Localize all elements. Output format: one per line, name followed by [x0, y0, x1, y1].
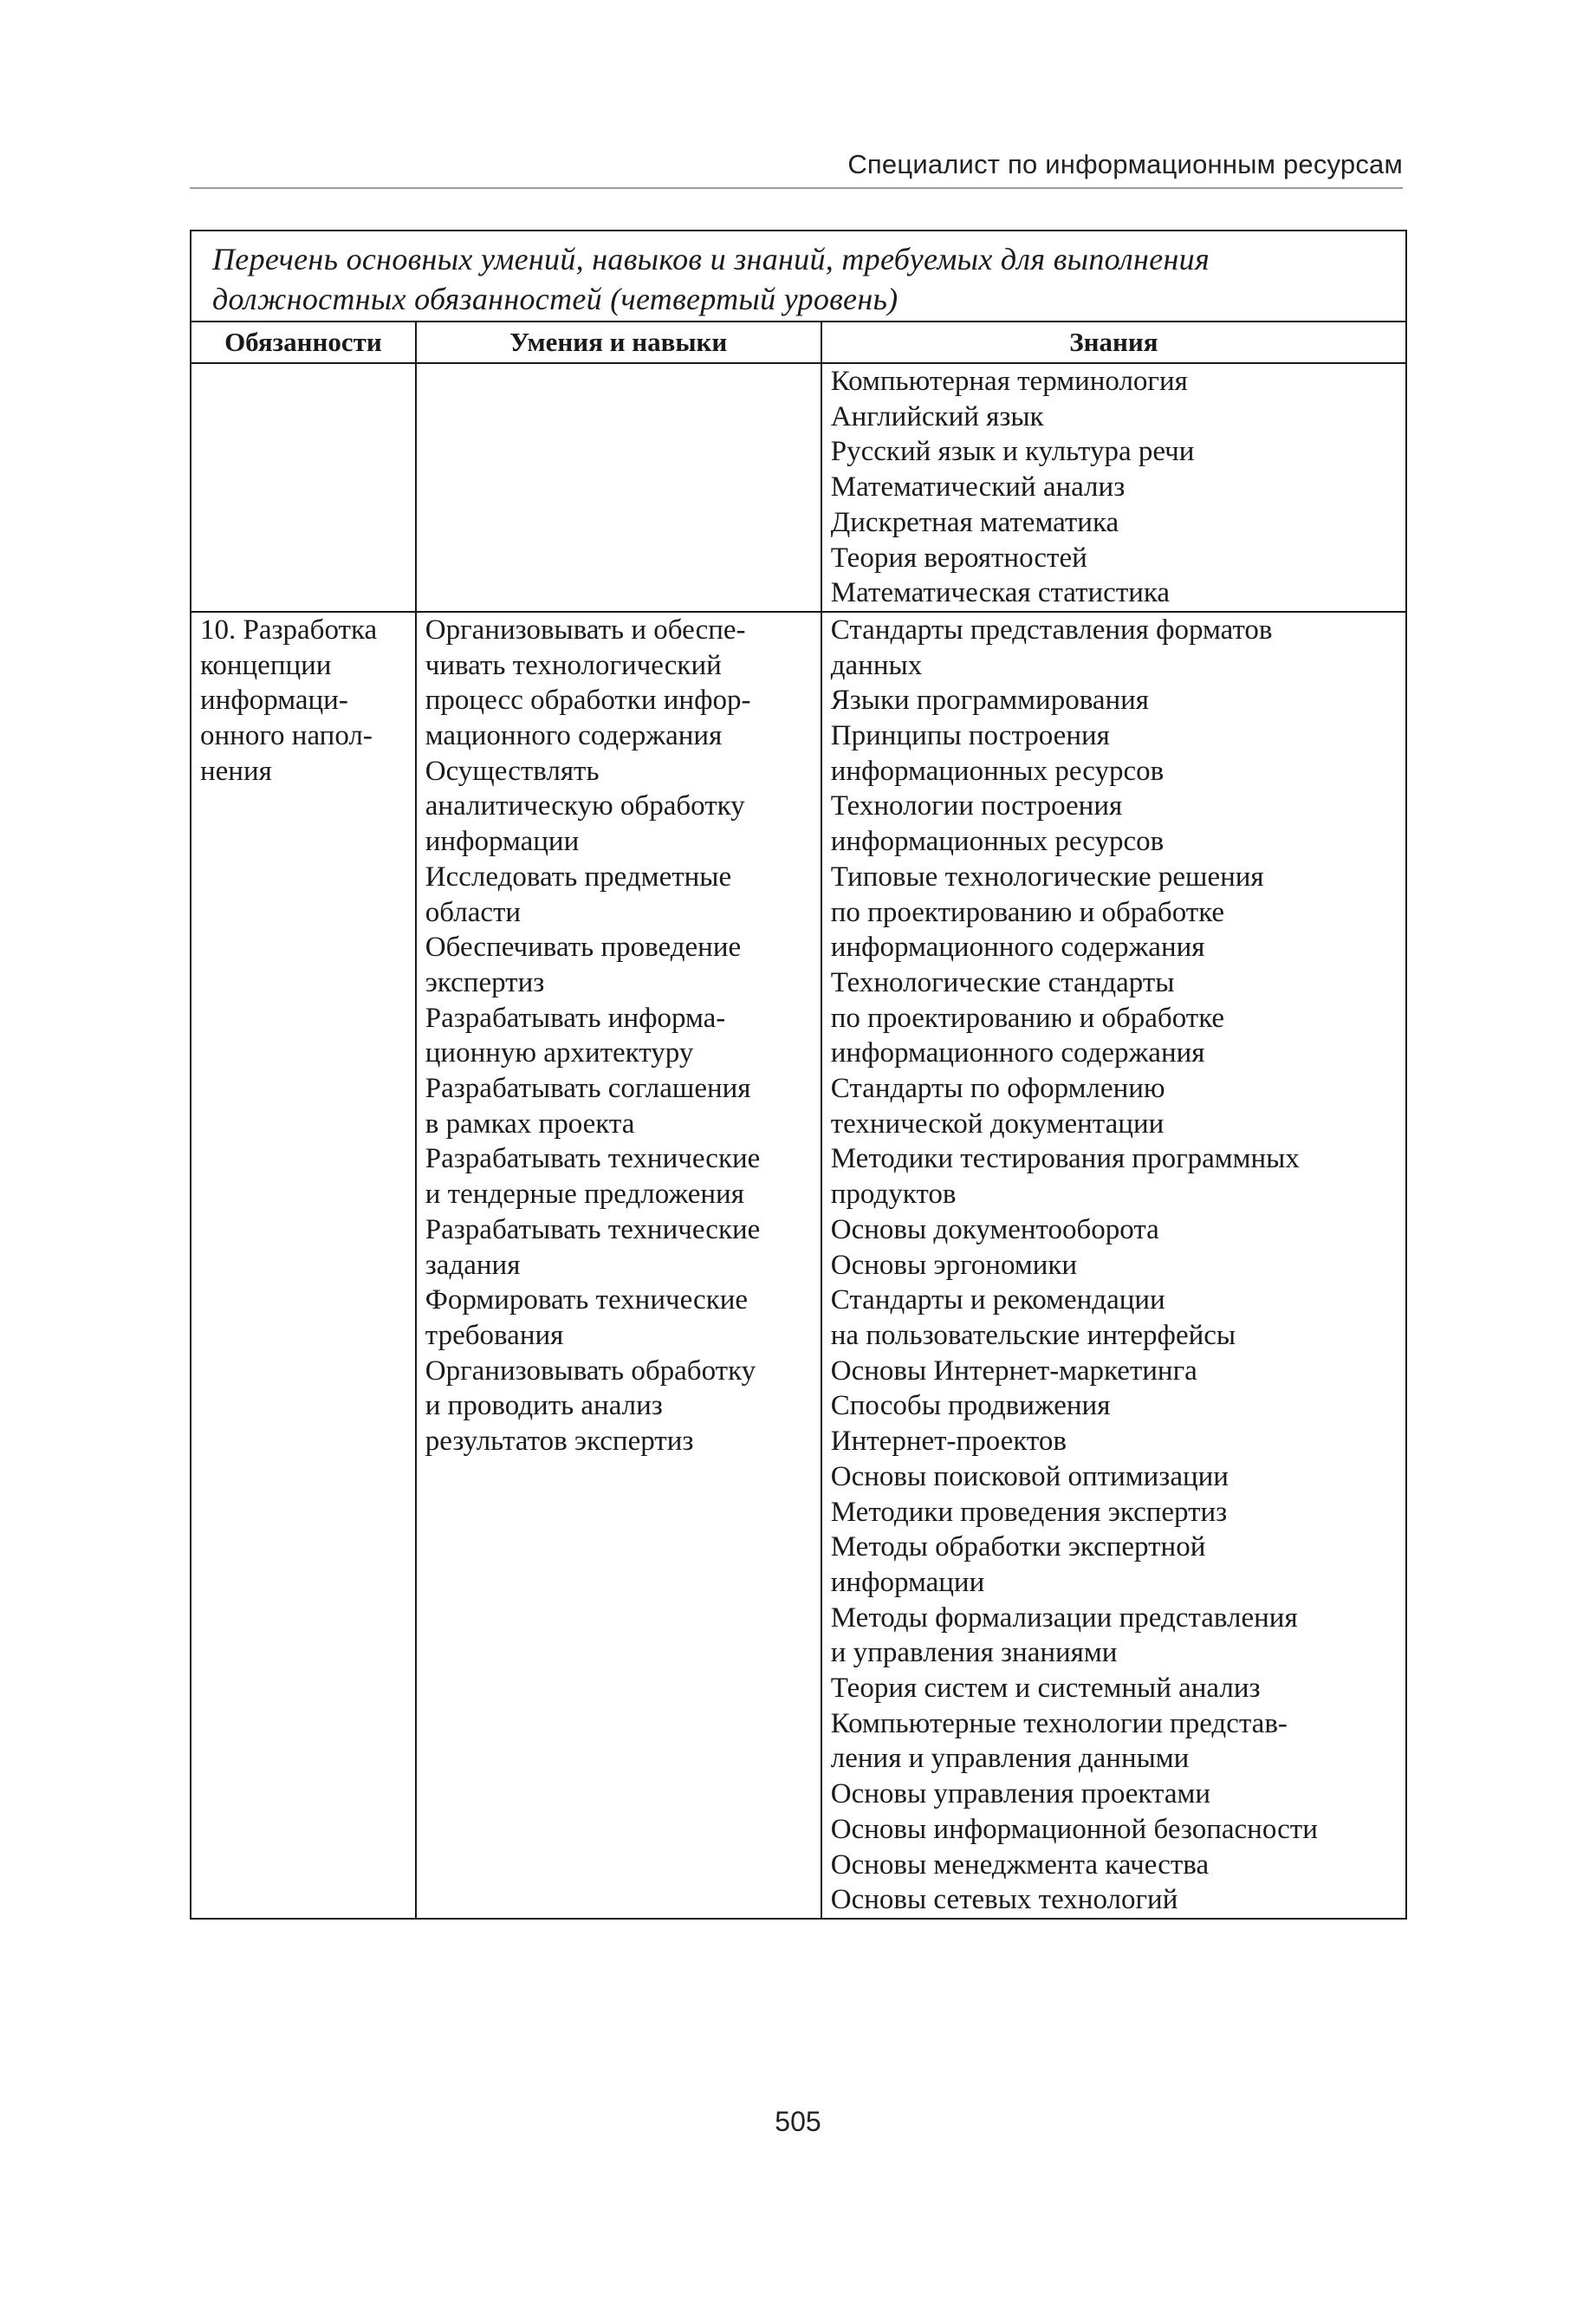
knowledge-line: Методики проведения экспертиз	[830, 1496, 1228, 1528]
skills-line: Формировать технические	[425, 1284, 749, 1316]
knowledge-line: Основы Интернет-маркетинга	[830, 1355, 1197, 1387]
header-rule	[190, 187, 1403, 189]
knowledge-line: Стандарты представления форматов	[830, 614, 1273, 646]
skills-cell	[416, 612, 821, 1919]
knowledge-line: технической документации	[830, 1108, 1165, 1140]
skills-line: экспертиз	[425, 966, 545, 998]
skills-line: Исследовать предметные	[425, 861, 732, 893]
knowledge-line: Русский язык и культура речи	[830, 436, 1195, 468]
page-number: 505	[775, 2106, 821, 2137]
table-caption-row	[191, 231, 1406, 322]
knowledge-line: на пользовательские интерфейсы	[830, 1319, 1236, 1351]
column-header-knowledge: Знания	[821, 322, 1406, 363]
knowledge-line: и управления знаниями	[830, 1637, 1118, 1669]
skills-line: аналитическую обработку	[425, 790, 745, 822]
caption-line: должностных обязанностей (четвертый уровень)	[212, 282, 899, 316]
skills-line: Разрабатывать технические	[425, 1213, 761, 1245]
skills-line: мационного содержания	[425, 720, 723, 752]
skills-line: ционную архитектуру	[425, 1037, 694, 1069]
knowledge-line: продуктов	[830, 1179, 957, 1211]
knowledge-line: информационных ресурсов	[830, 826, 1165, 858]
knowledge-line: Способы продвижения	[830, 1390, 1111, 1422]
skills-line: в рамках проекта	[425, 1108, 635, 1140]
skills-line: Разрабатывать информа-	[425, 1002, 726, 1034]
knowledge-line: Дискретная математика	[830, 506, 1119, 538]
skills-line: Обеспечивать проведение	[425, 932, 742, 964]
knowledge-line: Основы эргономики	[830, 1249, 1078, 1281]
duty-cell	[191, 363, 416, 612]
skills-line: информации	[425, 826, 580, 858]
knowledge-line: Компьютерные технологии представ-	[830, 1707, 1288, 1739]
knowledge-line: данных	[830, 649, 923, 681]
skills-line: Разрабатывать технические	[425, 1143, 761, 1175]
skills-line: результатов экспертиз	[425, 1426, 694, 1458]
skills-line: области	[425, 896, 522, 928]
knowledge-cell	[821, 363, 1406, 612]
knowledge-line: Компьютерная терминология	[830, 366, 1188, 397]
knowledge-line: Методы формализации представления	[830, 1602, 1298, 1634]
knowledge-line: Основы поисковой оптимизации	[830, 1460, 1229, 1492]
knowledge-line: Методы обработки экспертной	[830, 1531, 1206, 1563]
duty-line: 10. Разработка	[200, 614, 378, 646]
skills-line: задания	[425, 1249, 521, 1281]
table-caption	[191, 231, 1406, 322]
table-row	[191, 612, 1406, 1919]
knowledge-line: информационных ресурсов	[830, 755, 1165, 787]
column-header-skills: Умения и навыки	[416, 322, 821, 363]
knowledge-cell	[821, 612, 1406, 1919]
caption-line: Перечень основных умений, навыков и знаний, требуемых для выполнения	[212, 242, 1210, 276]
duty-line: концепции	[200, 649, 332, 681]
knowledge-line: ления и управления данными	[830, 1743, 1190, 1775]
skills-line: процесс обработки инфор-	[425, 685, 751, 717]
skills-line: и проводить анализ	[425, 1390, 663, 1422]
knowledge-line: Языки программирования	[830, 685, 1149, 717]
knowledge-line: Теория систем и системный анализ	[830, 1673, 1261, 1705]
knowledge-line: Методики тестирования программных	[830, 1143, 1300, 1175]
skills-line: Разрабатывать соглашения	[425, 1073, 751, 1105]
skills-cell	[416, 363, 821, 612]
knowledge-line: Основы документооборота	[830, 1213, 1159, 1245]
skills-line: Организовывать обработку	[425, 1355, 756, 1387]
knowledge-line: Технологии построения	[830, 790, 1123, 822]
duty-cell	[191, 612, 416, 1919]
running-head-title: Специалист по информационным ресурсам	[847, 149, 1403, 179]
skills-line: и тендерные предложения	[425, 1179, 744, 1211]
duty-line: нения	[200, 755, 272, 787]
knowledge-line: Теория вероятностей	[830, 542, 1087, 574]
knowledge-line: Типовые технологические решения	[830, 861, 1264, 893]
knowledge-line: информации	[830, 1566, 985, 1598]
duty-line: онного напол-	[200, 720, 373, 752]
skills-line: Осуществлять	[425, 755, 600, 787]
skills-line: чивать технологический	[425, 649, 722, 681]
knowledge-line: Основы информационной безопасности	[830, 1813, 1318, 1845]
table-row	[191, 363, 1406, 612]
knowledge-line: Английский язык	[830, 400, 1044, 432]
knowledge-line: Математическая статистика	[830, 577, 1171, 609]
knowledge-line: Интернет-проектов	[830, 1426, 1067, 1458]
skills-knowledge-table	[190, 230, 1407, 1920]
knowledge-line: Основы управления проектами	[830, 1778, 1211, 1810]
duty-line: информаци-	[200, 685, 348, 717]
knowledge-line: Основы сетевых технологий	[830, 1884, 1178, 1916]
column-header-duties: Обязанности	[191, 322, 416, 363]
knowledge-line: информационного содержания	[830, 932, 1205, 964]
knowledge-line: по проектированию и обработке	[830, 896, 1225, 928]
knowledge-line: информационного содержания	[830, 1037, 1205, 1069]
knowledge-line: Основы менеджмента качества	[830, 1848, 1210, 1881]
knowledge-line: Принципы построения	[830, 720, 1110, 752]
knowledge-line: Технологические стандарты	[830, 966, 1175, 998]
skills-line: Организовывать и обеспе-	[425, 614, 746, 646]
knowledge-line: Стандарты и рекомендации	[830, 1284, 1165, 1316]
knowledge-line: Математический анализ	[830, 471, 1126, 504]
knowledge-line: Стандарты по оформлению	[830, 1073, 1165, 1105]
skills-line: требования	[425, 1319, 564, 1351]
knowledge-line: по проектированию и обработке	[830, 1002, 1225, 1034]
table-header-row	[191, 322, 1406, 363]
